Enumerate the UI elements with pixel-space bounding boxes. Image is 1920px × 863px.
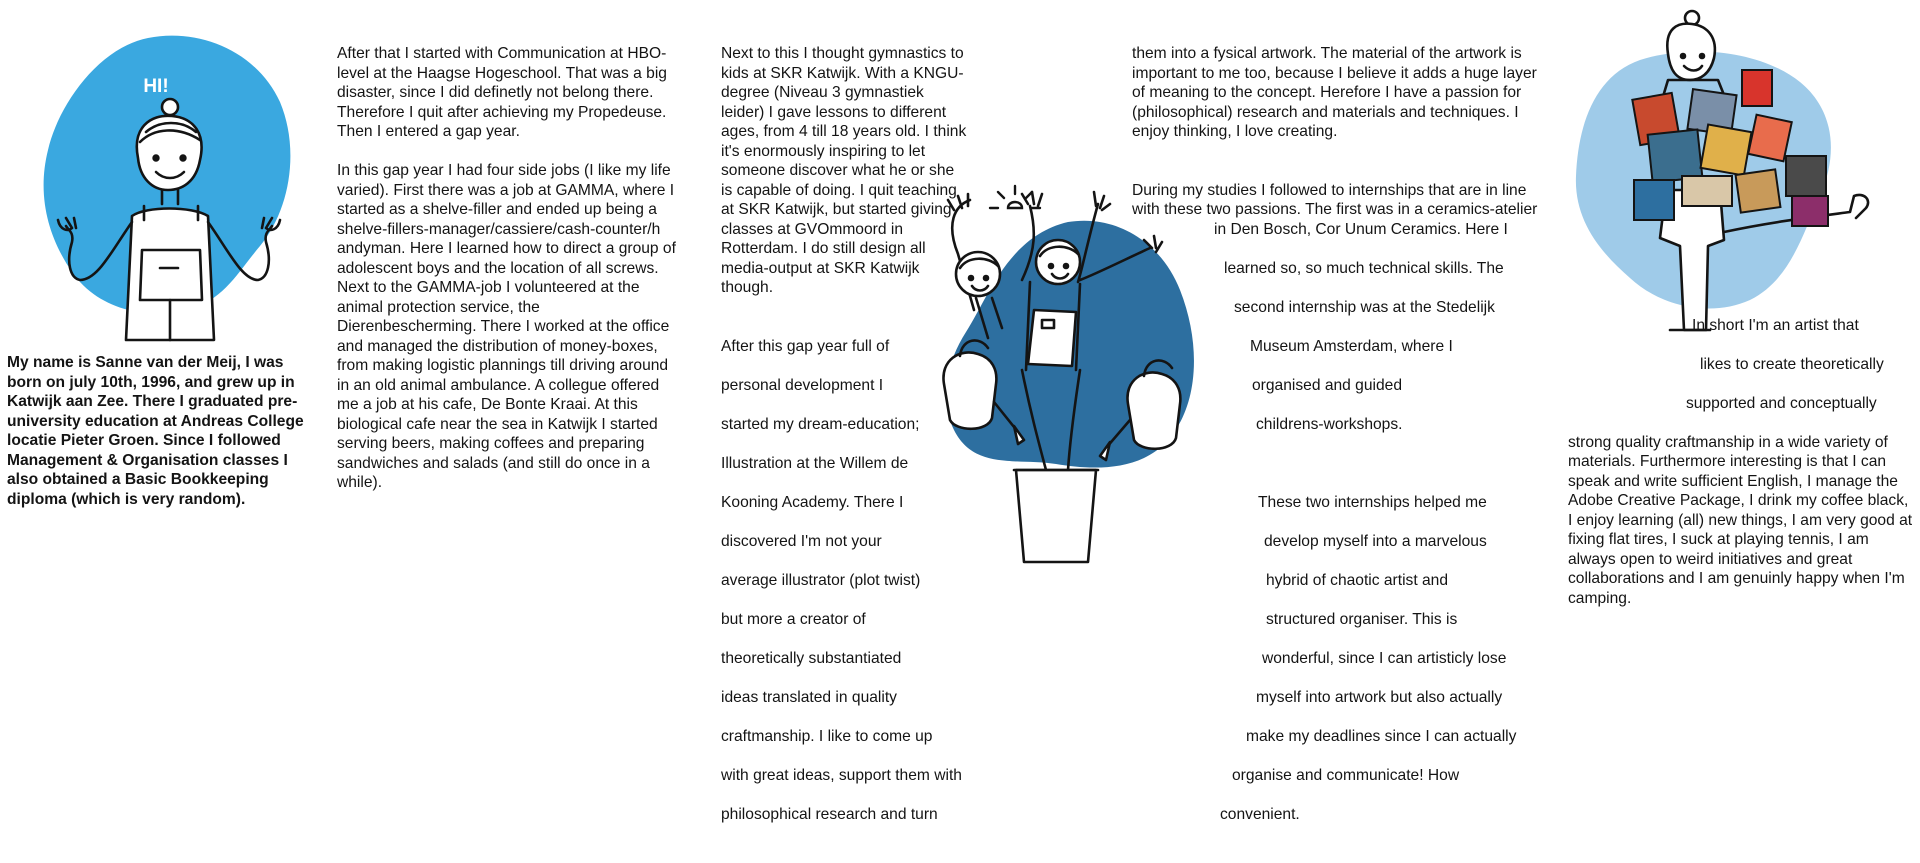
- col3-paragraph-2: [721, 317, 969, 844]
- col2-paragraph-1: After that I started with Communication at HBO-level at the Haagse Hogeschool. That was a big disaster, since I did definetly not belong there. Therefore I quit after achieving my Propedeuse. Then I entered a gap year.: [337, 45, 667, 140]
- col4-line: organise and communicate! How: [1232, 766, 1460, 784]
- col4-line: learned so, so much technical skills. The: [1224, 259, 1504, 277]
- column-5: [1568, 296, 1913, 628]
- col4-line: childrens-workshops.: [1256, 415, 1403, 433]
- col4-line: in Den Bosch, Cor Unum Ceramics. Here I: [1214, 220, 1508, 238]
- col4-line: convenient.: [1220, 805, 1300, 823]
- col4-line: organised and guided: [1252, 376, 1402, 394]
- hi-speech-text: HI!: [143, 76, 169, 97]
- col3-line: personal development I: [721, 376, 884, 394]
- juggling-illustration: [1550, 0, 1920, 340]
- hi-illustration: [28, 10, 308, 350]
- column-3: [721, 44, 969, 863]
- col4-paragraph-1: them into a fysical artwork. The material of the artwork is important to me too, because I believe it adds a huge layer of meaning to the concept. Herefore I have a passion for (philosophical) research and materials and techniques. I enjoy thinking, I love creating.: [1132, 45, 1537, 140]
- col2-paragraph-2: In this gap year I had four side jobs (I like my life varied). First there was a job at GAMMA, where I started as a shelve-filler and ended up being a shelve-fillers-manager/cassiere/cash-counter/h andyman. Here I learned how to direct a group of adolescent boys and the location of all screws. Next to the GAMMA-job I volunteered at the animal protection service, the Dierenbescherming. There I worked at the office and managed the distribution of money-boxes, from making logistic plannings till driving around in an old animal ambulance. A collegue offered me a job at his cafe, De Bonte Kraai. At this biological cafe near the sea in Katwijk I started serving beers, making coffees and preparing sandwiches and salads (and still do once in a while).: [337, 162, 676, 491]
- col4-line: hybrid of chaotic artist and: [1266, 571, 1449, 589]
- col4-p2-first: During my studies I followed to internships that are in line with these two passions. The first was in a ceramics-atelier: [1132, 181, 1538, 218]
- column-4: [1132, 44, 1552, 863]
- col3-line: After this gap year full of: [721, 337, 890, 355]
- col5-line: likes to create theoretically: [1700, 355, 1884, 373]
- col5-line: supported and conceptually: [1686, 394, 1877, 412]
- col4-paragraph-3: [1132, 473, 1552, 844]
- intro-paragraph: My name is Sanne van der Meij, I was born on july 10th, 1996, and grew up in Katwijk aan Zee. There I graduated pre-university education at Andreas College locatie Pieter Groen. Since I followed Management & Organisation classes I also obtained a Basic Bookkeeping diploma (which is very random).: [7, 354, 304, 508]
- col4-line: myself into artwork but also actually: [1256, 688, 1503, 706]
- col4-line: Museum Amsterdam, where I: [1250, 337, 1453, 355]
- col3-paragraph-1: Next to this I thought gymnastics to kids at SKR Katwijk. With a KNGU-degree (Niveau 3 gymnastiek leider) I gave lessons to different ages, from 4 till 18 years old. I think it's enormously inspiring to let someone discover what he or she is capable of doing. I quit teaching at SKR Katwijk, but started giving classes at GVOmmoord in Rotterdam. I do still design all media-output at SKR Katwijk though.: [721, 45, 967, 296]
- col3-line: theoretically substantiated: [721, 649, 902, 667]
- col4-line: structured organiser. This is: [1266, 610, 1458, 628]
- col4-line: develop myself into a marvelous: [1264, 532, 1487, 550]
- col4-line: second internship was at the Stedelijk: [1234, 298, 1495, 316]
- col5-paragraph: [1568, 296, 1913, 608]
- col3-line: but more a creator of: [721, 610, 866, 628]
- col3-line: started my dream-education;: [721, 415, 920, 433]
- intro-column: [7, 353, 319, 529]
- col5-rest: strong quality craftmanship in a wide variety of materials. Furthermore interesting is that I can speak and write sufficient English, I manage the Adobe Creative Package, I drink my coffee black, I enjoy learning (all) new things, I am very good at fixing flat tires, I suck at playing tennis, I am always open to weird initiatives and great collaborations and I am genuinly happy when I'm camping.: [1568, 433, 1913, 607]
- col3-line: Illustration at the Willem de: [721, 454, 909, 472]
- col4-line: These two internships helped me: [1258, 493, 1487, 511]
- column-2: [337, 44, 677, 512]
- col3-line: Kooning Academy. There I: [721, 493, 904, 511]
- col3-line: average illustrator (plot twist): [721, 571, 921, 589]
- col3-line: ideas translated in quality: [721, 688, 897, 706]
- col5-line: In short I'm an artist that: [1692, 316, 1859, 334]
- col3-line: with great ideas, support them with: [721, 766, 962, 784]
- col4-paragraph-2: [1132, 161, 1552, 454]
- col3-line: philosophical research and turn: [721, 805, 938, 823]
- col4-line: wonderful, since I can artisticly lose: [1262, 649, 1507, 667]
- col3-line: discovered I'm not your: [721, 532, 882, 550]
- col3-line: craftmanship. I like to come up: [721, 727, 933, 745]
- col4-line: make my deadlines since I can actually: [1246, 727, 1517, 745]
